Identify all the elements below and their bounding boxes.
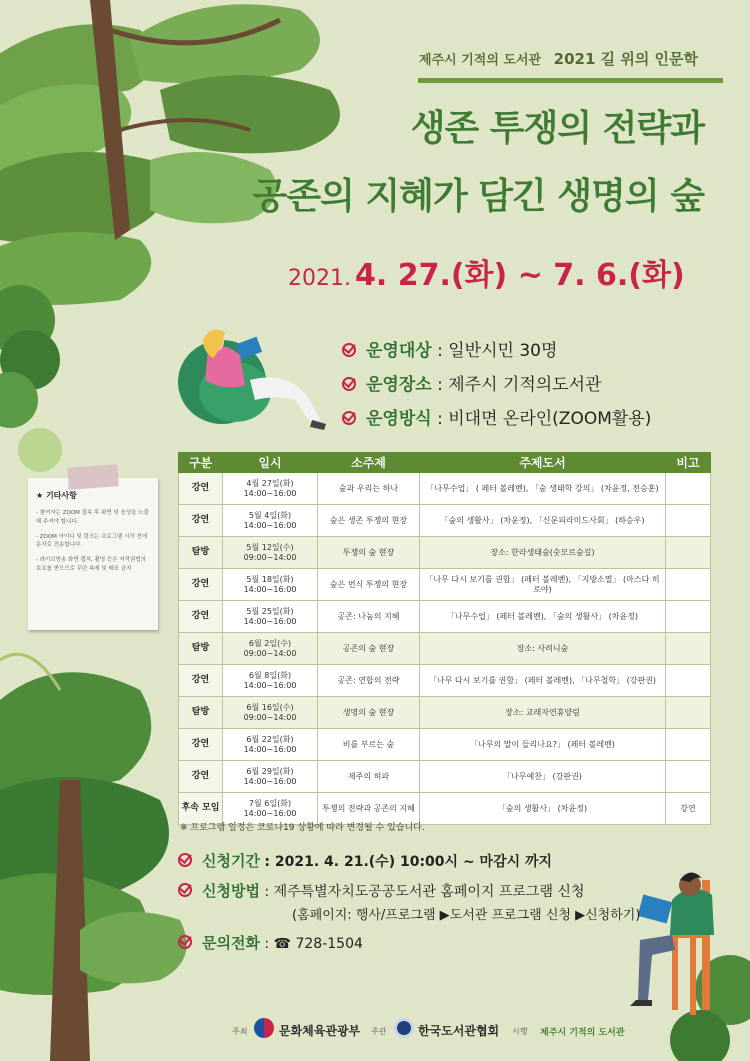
organizer-org: 한국도서관협회	[418, 1024, 500, 1038]
cell-note	[666, 697, 711, 729]
cell-date: 6월 2일(수) 09:00~14:00	[223, 633, 318, 665]
table-row	[179, 473, 711, 505]
table-row	[179, 601, 711, 633]
apply-key: 문의전화	[202, 934, 260, 952]
cell-topic: 공존: 나눔의 지혜	[318, 601, 420, 633]
program-period	[288, 250, 685, 294]
cell-category: 강연	[179, 569, 223, 601]
apply-method-sub: (홈페이지: 행사/프로그램 ▶도서관 프로그램 신청 ▶신청하기)	[292, 908, 641, 923]
cell-category: 강연	[179, 473, 223, 505]
check-icon	[342, 343, 356, 357]
header-note: 비고	[666, 453, 711, 473]
apply-value: : 제주특별자치도공공도서관 홈페이지 프로그램 신청	[264, 884, 585, 900]
cell-book: 「나무수업」 (페터 볼레벤), 「숲의 생활사」 (차윤정)	[420, 601, 666, 633]
cell-book: 장소: 한라생태숲(숫모르숲길)	[420, 537, 666, 569]
check-icon	[178, 883, 192, 897]
table-footnote: ※ 프로그램 일정은 코로나19 상황에 따라 변경될 수 있습니다.	[180, 823, 425, 833]
series-name: 2021 길 위의 인문학	[553, 50, 698, 68]
cell-topic: 숲은 생존 투쟁의 현장	[318, 505, 420, 537]
header-divider	[418, 78, 723, 83]
cell-book: 「숲의 생활사」 (차윤정), 「신문피라미드사회」 (하승우)	[420, 505, 666, 537]
cell-category: 후속 모임	[179, 793, 223, 825]
check-icon	[342, 377, 356, 391]
period-year: 2021.	[288, 266, 351, 291]
apply-value: : 2021. 4. 21.(수) 10:00시 ~ 마감시 까지	[264, 854, 553, 870]
operator-label: 시행	[512, 1027, 528, 1036]
info-value: : 제주시 기적의도서관	[437, 375, 602, 395]
cell-note	[666, 505, 711, 537]
info-key: 운영장소	[366, 375, 432, 395]
apply-phone	[178, 932, 363, 953]
footer-sponsors	[0, 1016, 750, 1046]
cell-topic: 숲과 우리는 하나	[318, 473, 420, 505]
info-target	[342, 336, 557, 361]
cell-date: 5월 12일(수) 09:00~14:00	[223, 537, 318, 569]
apply-key: 신청기간	[202, 852, 260, 870]
info-location	[342, 370, 601, 395]
host-org: 문화체육관광부	[279, 1024, 361, 1038]
cell-note	[666, 537, 711, 569]
cell-book: 장소: 사려니숲	[420, 633, 666, 665]
cell-date: 4월 27일(화) 14:00~16:00	[223, 473, 318, 505]
table-body	[179, 473, 711, 825]
memo-title: ★ 기타사항	[36, 491, 77, 500]
cell-category: 강연	[179, 505, 223, 537]
cell-date: 6월 16일(수) 09:00~14:00	[223, 697, 318, 729]
cell-book: 장소: 교래자연휴양림	[420, 697, 666, 729]
cell-note	[666, 473, 711, 505]
info-value: : 비대면 온라인(ZOOM활용)	[437, 409, 652, 429]
title-line-1: 생존 투쟁의 전략과	[410, 108, 704, 149]
table-row	[179, 729, 711, 761]
cell-note	[666, 633, 711, 665]
cell-note	[666, 729, 711, 761]
cell-date: 7월 6일(화) 14:00~16:00	[223, 793, 318, 825]
info-key: 운영방식	[366, 409, 432, 429]
apply-value: : ☎ 728-1504	[264, 936, 363, 952]
operator-org: 제주시 기적의 도서관	[540, 1028, 625, 1038]
header-book: 주제도서	[420, 453, 666, 473]
cell-book: 「나무예찬」 (강판권)	[420, 761, 666, 793]
cell-topic: 생명의 숲 현장	[318, 697, 420, 729]
cell-note	[666, 665, 711, 697]
cell-category: 탐방	[179, 633, 223, 665]
cell-note	[666, 761, 711, 793]
cell-note	[666, 569, 711, 601]
cell-category: 강연	[179, 665, 223, 697]
cell-date: 5월 25일(화) 14:00~16:00	[223, 601, 318, 633]
cell-topic: 투쟁의 전략과 공존의 지혜	[318, 793, 420, 825]
kla-logo-icon	[394, 1018, 414, 1038]
cell-book: 「숲의 생활사」 (차윤정)	[420, 793, 666, 825]
apply-method	[178, 880, 584, 901]
check-icon	[178, 935, 192, 949]
cell-topic: 숲은 번식 투쟁의 현장	[318, 569, 420, 601]
check-icon	[178, 853, 192, 867]
cell-date: 5월 4일(화) 14:00~16:00	[223, 505, 318, 537]
series-header	[419, 48, 698, 69]
table-header-row	[179, 453, 711, 473]
check-icon	[342, 411, 356, 425]
cell-category: 강연	[179, 601, 223, 633]
table-row	[179, 569, 711, 601]
info-method	[342, 404, 651, 429]
table-row	[179, 665, 711, 697]
cell-date: 5월 18일(화) 14:00~16:00	[223, 569, 318, 601]
cell-topic: 비를 부르는 숲	[318, 729, 420, 761]
cell-book: 「나무 다시 보기를 권함」 (페터 볼레벤), 「나무철학」 (강판권)	[420, 665, 666, 697]
table-row	[179, 761, 711, 793]
table-row	[179, 505, 711, 537]
cell-category: 강연	[179, 729, 223, 761]
header-topic: 소주제	[318, 453, 420, 473]
cell-category: 탐방	[179, 537, 223, 569]
header-category: 구분	[179, 453, 223, 473]
cell-date: 6월 8일(화) 14:00~16:00	[223, 665, 318, 697]
header-date: 일시	[223, 453, 318, 473]
tape-decoration	[67, 464, 118, 489]
cell-note	[666, 601, 711, 633]
memo-item: - 참여자는 ZOOM 접속 후 화면 및 음성을 노출해 주셔야 합니다.	[36, 510, 149, 525]
cell-date: 6월 29일(화) 14:00~16:00	[223, 761, 318, 793]
cell-date: 6월 22일(화) 14:00~16:00	[223, 729, 318, 761]
cell-book: 「나무 다시 보기를 권함」 (페터 볼레벤), 「지방소멸」 (마스다 히로야)	[420, 569, 666, 601]
cell-book: 「나무수업」 ( 페터 볼레벤), 「숲 생태학 강의」 (차윤정, 전승훈)	[420, 473, 666, 505]
cell-category: 강연	[179, 761, 223, 793]
notice-memo	[28, 478, 158, 630]
cell-topic: 공존: 연합의 전략	[318, 665, 420, 697]
woman-reading-illustration	[178, 330, 326, 430]
schedule-table	[178, 452, 711, 825]
tree-bottom-left-illustration	[0, 654, 187, 1061]
table-row	[179, 537, 711, 569]
cell-book: 「나무의 말이 들리나요?」 (페터 볼레벤)	[420, 729, 666, 761]
cell-category: 탐방	[179, 697, 223, 729]
period-range: 4. 27.(화) ~ 7. 6.(화)	[354, 258, 685, 293]
info-value: : 일반시민 30명	[437, 341, 558, 361]
title-line-2: 공존의 지혜가 담긴 생명의 숲	[252, 176, 704, 217]
memo-item: - ZOOM 아이디 및 링크는 프로그램 시작 전에 문자로 전송합니다.	[36, 533, 148, 549]
bush-left-illustration	[0, 285, 62, 472]
library-name: 제주시 기적의 도서관	[419, 53, 542, 68]
host-label: 주최	[232, 1027, 248, 1036]
memo-item: - 라이브방송 화면 캡처, 촬영 등은 저작권법의 보호를 받으므로 무단 복제 및 배포 금지	[36, 557, 146, 572]
table-row	[179, 697, 711, 729]
cell-topic: 제주의 허파	[318, 761, 420, 793]
organizer-label: 주관	[371, 1027, 387, 1036]
cell-note: 강연	[666, 793, 711, 825]
cell-topic: 공존의 숲 현장	[318, 633, 420, 665]
table-row	[179, 633, 711, 665]
apply-period	[178, 850, 552, 871]
apply-key: 신청방법	[202, 882, 260, 900]
ministry-logo-icon	[254, 1018, 274, 1038]
cell-topic: 투쟁의 숲 현장	[318, 537, 420, 569]
info-key: 운영대상	[366, 341, 432, 361]
